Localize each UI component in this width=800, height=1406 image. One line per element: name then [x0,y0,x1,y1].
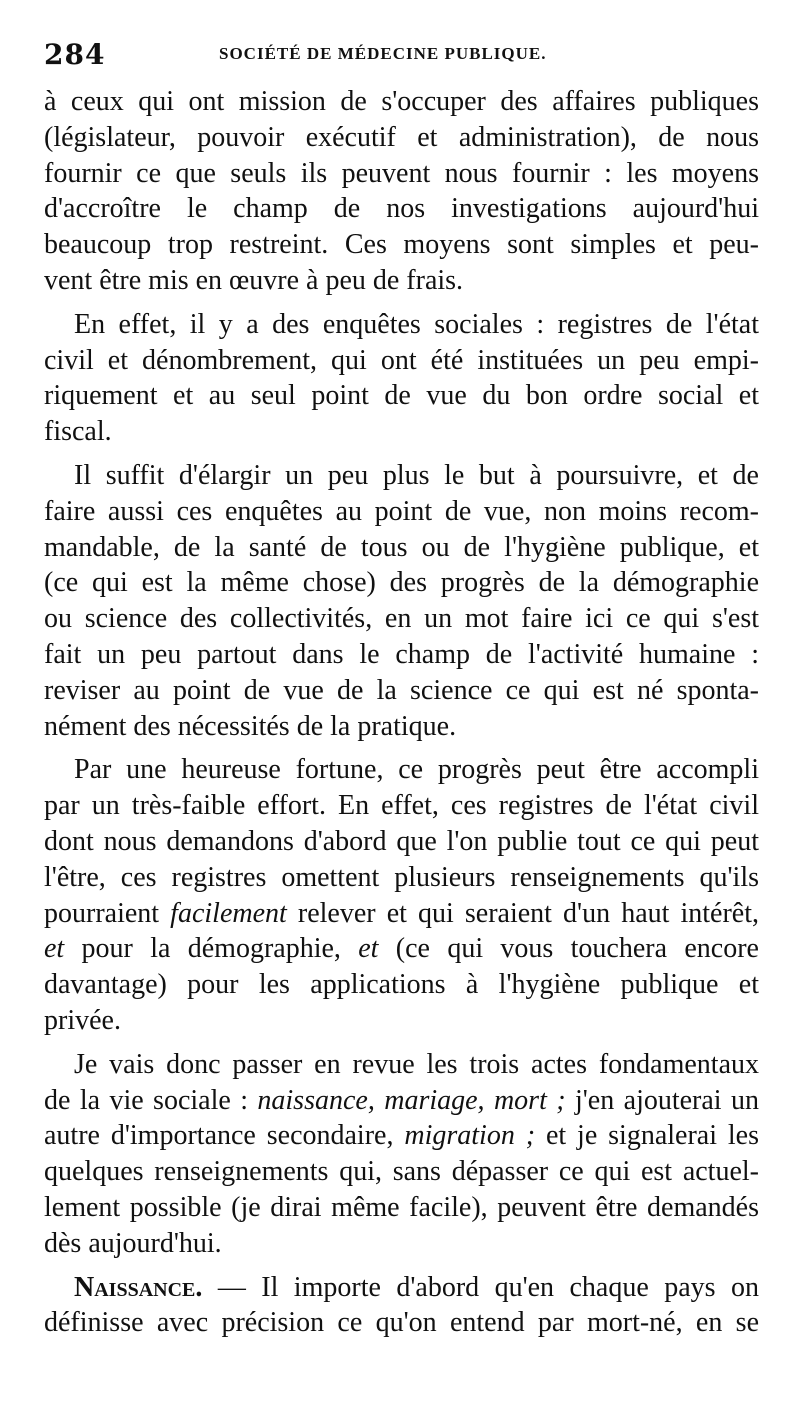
running-title: SOCIÉTÉ DE MÉDECINE PUBLIQUE. [219,44,547,63]
text-line: par un très-faible effort. En effet, ces registres de l'état civil [44,790,759,822]
text-run: de la vie sociale : [44,1084,258,1116]
text-line: En effet, il y a des enquêtes sociales : registres de l'état [74,308,759,340]
text-line: lement possible (je dirai même facile), peuvent être demandés [44,1191,759,1223]
text-line: à ceux qui ont mission de s'occuper des affaires publiques [44,86,759,117]
text-line: davantage) pour les applications à l'hygiène publique et [44,969,759,1001]
text-line [44,1270,759,1306]
page-header [44,38,784,74]
text-line [44,1118,759,1154]
text-line: dont nous demandons d'abord que l'on publie tout ce qui peut [44,825,759,857]
text-run: j'en ajouterai un [565,1084,759,1116]
text-line: Par une heureuse fortune, ce progrès peut être accompli [74,754,759,786]
text-run: et je signalerai les [535,1120,759,1152]
text-line [44,931,759,967]
text-line: Je vais donc passer en revue les trois actes fondamentaux [74,1048,759,1080]
text-line: dès aujourd'hui. [44,1227,222,1259]
text-line [44,1083,759,1119]
paragraph-2 [44,307,759,450]
text-line: (législateur, pouvoir exécutif et administration), de nous [44,121,759,153]
paragraph-4 [44,752,759,1038]
italic-phrase: migration ; [404,1120,536,1152]
section-run-in-heading: Naissance. [74,1271,203,1303]
italic-word: et [358,933,379,965]
text-run: pourraient [44,897,171,929]
paragraph-3 [44,458,759,744]
text-line: vent être mis en œuvre à peu de frais. [44,264,464,296]
text-line: faire aussi ces enquêtes au point de vue, non moins recom- [44,495,759,527]
italic-word: et [44,933,65,965]
paragraph-6 [44,1270,759,1342]
text-line: ou science des collectivités, en un mot faire ici ce qui s'est [44,603,759,635]
text-line [44,896,759,932]
text-line: fait un peu partout dans le champ de l'activité humaine : [44,638,759,670]
italic-word: facilement [170,897,287,929]
text-run: relever et qui seraient d'un haut intérêt, [286,897,760,929]
text-line: (ce qui est la même chose) des progrès de la démographie [44,567,759,599]
text-line: riquement et au seul point de vue du bon ordre social et [44,380,759,412]
text-line: quelques renseignements qui, sans dépasser ce qui est actuel- [44,1156,759,1188]
paragraph-1 [44,84,759,299]
text-line: Il suffit d'élargir un peu plus le but à poursuivre, et de [74,459,759,491]
text-run: — Il importe d'abord qu'en chaque pays on [202,1271,759,1303]
page-number: 284 [44,38,106,71]
text-run: (ce qui vous touchera encore [378,933,759,965]
italic-phrase: naissance, mariage, mort ; [257,1084,566,1116]
text-line: fiscal. [44,416,112,448]
text-line: civil et dénombrement, qui ont été instituées un peu empi- [44,344,759,376]
text-line: l'être, ces registres omettent plusieurs renseignements qu'ils [44,861,759,893]
text-run: autre d'importance secondaire, [44,1120,405,1152]
text-line: privée. [44,1004,121,1036]
text-line: nément des nécessités de la pratique. [44,710,457,742]
text-line: mandable, de la santé de tous ou de l'hygiène publique, et [44,531,759,563]
text-line: d'accroître le champ de nos investigations aujourd'hui [44,193,759,225]
text-line: définisse avec précision ce qu'on entend par mort-né, en se [44,1307,759,1339]
paragraph-5 [44,1047,759,1262]
body-text [44,84,759,1349]
text-run: pour la démographie, [64,933,359,965]
text-line: reviser au point de vue de la science ce qui est né sponta- [44,674,759,706]
text-line: fournir ce que seuls ils peuvent nous fournir : les moyens [44,157,759,189]
text-line: beaucoup trop restreint. Ces moyens sont simples et peu- [44,229,759,261]
